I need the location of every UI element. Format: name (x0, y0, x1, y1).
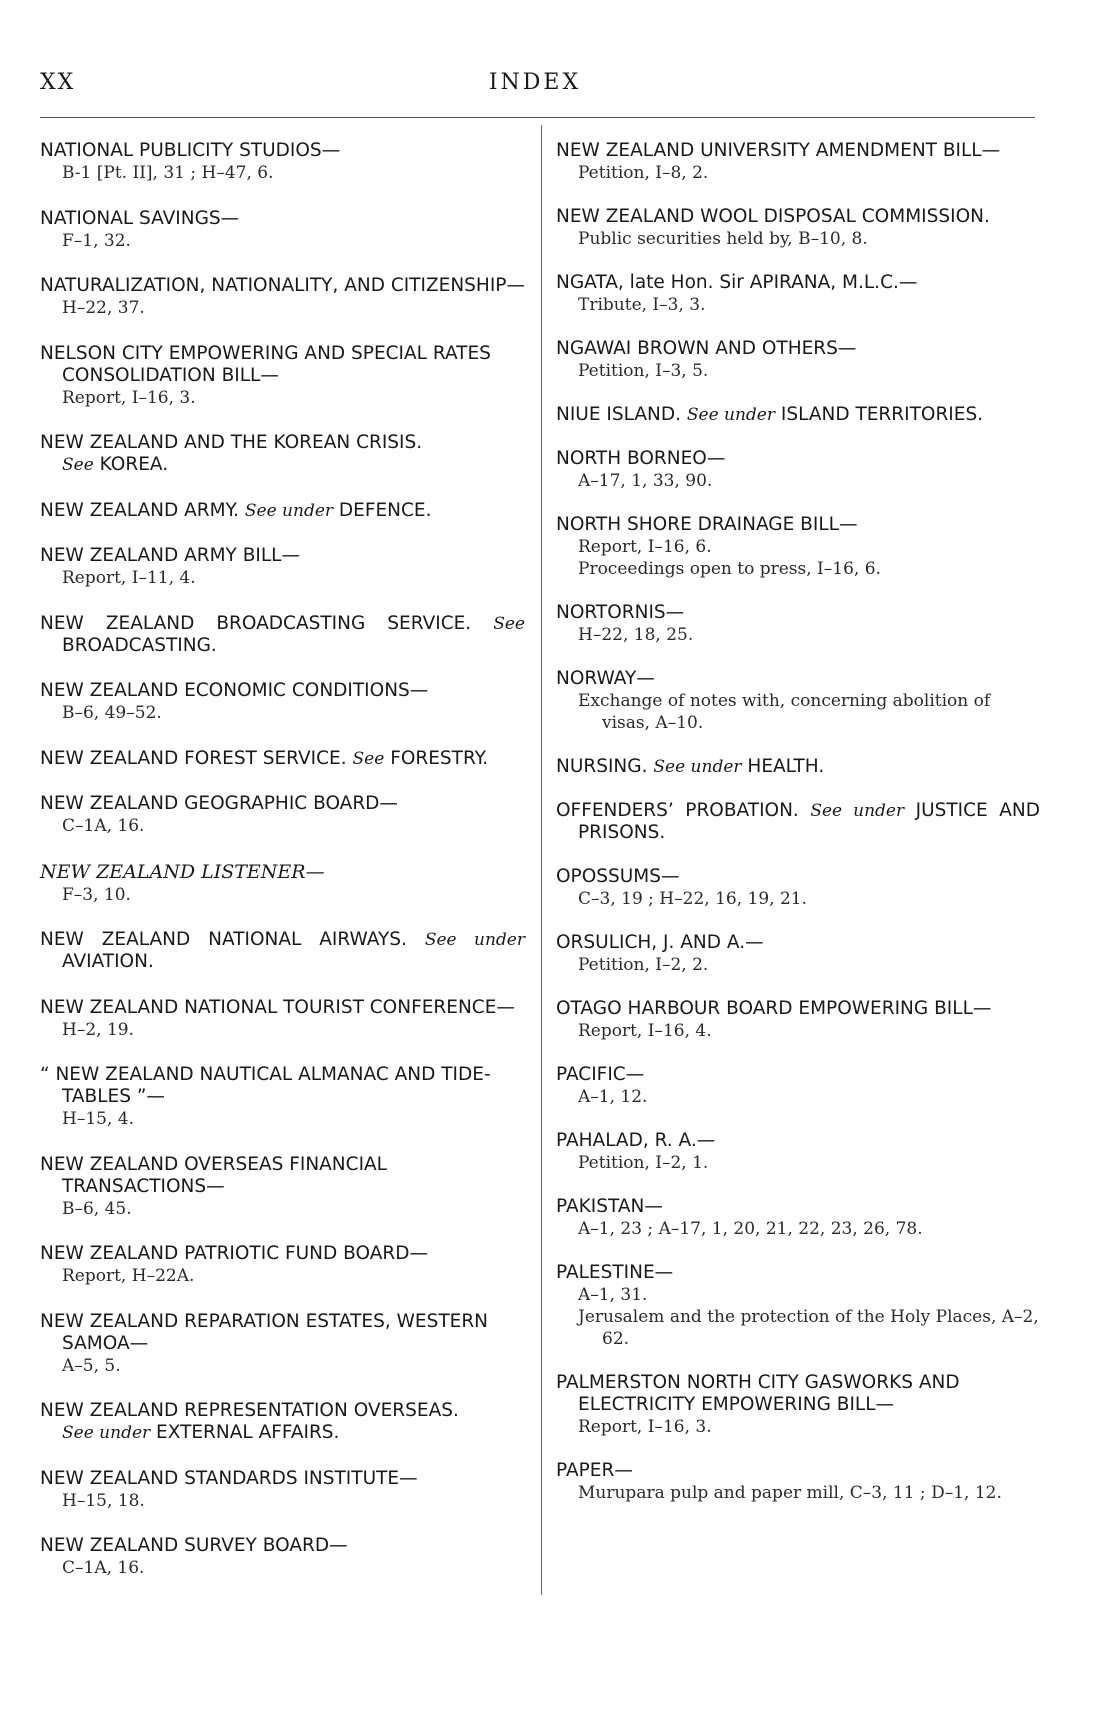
index-heading-text: OFFENDERS’ PROBATION. (556, 800, 799, 821)
index-entry (556, 140, 1040, 184)
index-subentry: Public securities held by, B–10, 8. (578, 229, 868, 249)
index-heading (40, 275, 525, 297)
index-entry (40, 997, 525, 1041)
index-subentry: H–15, 18. (62, 1490, 145, 1511)
index-heading-text: NORTORNIS— (556, 602, 685, 623)
index-subentry: F–3, 10. (62, 884, 131, 905)
index-entry (556, 448, 1040, 492)
index-heading (40, 680, 525, 702)
index-heading-text: NEW ZEALAND PATRIOTIC FUND BOARD— (40, 1243, 428, 1264)
index-entry (556, 1372, 1040, 1438)
index-subentry: Petition, I–3, 5. (578, 361, 709, 381)
index-heading-text: NEW ZEALAND FOREST SERVICE. (40, 747, 347, 769)
index-heading (556, 514, 1040, 536)
index-heading-text: NIUE ISLAND. (556, 404, 681, 425)
index-heading-text: NORTH BORNEO— (556, 448, 726, 469)
index-entry (40, 613, 525, 657)
index-subentry: A–5, 5. (62, 1355, 121, 1376)
index-heading (40, 748, 525, 770)
index-heading-text: NEW ZEALAND LISTENER— (40, 860, 325, 883)
index-heading (556, 338, 1040, 360)
index-heading-text: OPOSSUMS— (556, 866, 680, 887)
index-subentry: B–6, 49–52. (62, 703, 162, 723)
index-heading (556, 866, 1040, 888)
index-entry (40, 1400, 525, 1444)
index-heading (556, 932, 1040, 954)
index-heading-text: NEW ZEALAND BROADCASTING SERVICE. (40, 612, 472, 634)
index-entry (556, 1196, 1040, 1240)
index-heading-text: NEW ZEALAND NATIONAL TOURIST CONFERENCE— (40, 996, 515, 1018)
index-entry (556, 800, 1040, 844)
index-entry (40, 1243, 525, 1287)
index-subentry: A–1, 23 ; A–17, 1, 20, 21, 22, 23, 26, 78. (578, 1219, 923, 1239)
index-entry (40, 432, 525, 476)
index-heading (40, 545, 525, 567)
index-heading-text: NEW ZEALAND REPRESENTATION OVERSEAS. (40, 1400, 459, 1421)
index-entry (40, 748, 525, 770)
index-heading-text: NATIONAL PUBLICITY STUDIOS— (40, 140, 341, 161)
see-reference-label: See under (686, 405, 775, 425)
page-header (40, 70, 1030, 100)
index-heading-text: NEW ZEALAND NATIONAL AIRWAYS. (40, 929, 407, 950)
page-number: XX (40, 70, 76, 95)
see-reference-target: KOREA. (99, 454, 169, 475)
index-heading-text: NEW ZEALAND STANDARDS INSTITUTE— (40, 1467, 418, 1489)
index-entry (556, 1262, 1040, 1350)
index-heading-text: PALMERSTON NORTH CITY GASWORKS AND ELECTRICITY EMPOWERING BILL— (556, 1372, 960, 1415)
index-heading-text: NEW ZEALAND SURVEY BOARD— (40, 1535, 348, 1556)
index-entry (556, 998, 1040, 1042)
index-heading-text: PACIFIC— (556, 1064, 645, 1085)
index-heading (556, 602, 1040, 624)
index-entry (40, 680, 525, 724)
index-entry (556, 206, 1040, 250)
index-entry (556, 668, 1040, 734)
index-heading-text: “ NEW ZEALAND NAUTICAL ALMANAC AND TIDE-TABLES ”— (40, 1064, 491, 1107)
index-entry (556, 1460, 1040, 1504)
index-heading-text: NORTH SHORE DRAINAGE BILL— (556, 514, 858, 535)
index-heading (40, 997, 525, 1019)
index-entry (40, 1064, 525, 1130)
see-reference-target: BROADCASTING. (62, 634, 217, 656)
see-reference-target: FORESTRY. (390, 747, 489, 769)
index-heading-text: PAKISTAN— (556, 1196, 663, 1217)
index-subentry: F–1, 32. (62, 230, 131, 251)
index-subentry: Report, H–22A. (62, 1266, 195, 1286)
index-subentry: C–1A, 16. (62, 1558, 145, 1578)
index-heading-text: NEW ZEALAND OVERSEAS FINANCIAL TRANSACTIONS— (40, 1153, 387, 1197)
index-entry (40, 1311, 525, 1377)
index-heading (40, 500, 525, 522)
index-entry (556, 932, 1040, 976)
index-heading (40, 208, 525, 230)
index-heading-text: OTAGO HARBOUR BOARD EMPOWERING BILL— (556, 998, 992, 1019)
see-reference-label: See under (810, 801, 905, 821)
index-heading (556, 1460, 1040, 1482)
index-subentry: C–1A, 16. (62, 816, 145, 836)
see-reference-target: ISLAND TERRITORIES. (780, 404, 984, 425)
index-heading (556, 1130, 1040, 1152)
index-entry (40, 500, 525, 522)
index-heading (40, 432, 525, 476)
index-subentry: Report, I–16, 6. (578, 537, 712, 557)
index-entry (40, 275, 525, 319)
index-heading (40, 1064, 525, 1108)
index-entry (40, 861, 525, 906)
index-heading (556, 1372, 1040, 1416)
index-heading (556, 1196, 1040, 1218)
left-column (40, 140, 525, 1603)
index-subentry: Report, I–16, 3. (62, 387, 196, 408)
index-subentry: H–15, 4. (62, 1109, 134, 1129)
index-entry (40, 1468, 525, 1512)
index-subentry: Report, I–16, 3. (578, 1417, 712, 1437)
index-heading-text: NEW ZEALAND UNIVERSITY AMENDMENT BILL— (556, 140, 1001, 161)
see-reference-target: HEALTH. (747, 756, 825, 777)
index-heading (556, 756, 1040, 778)
index-subentry: Jerusalem and the protection of the Holy Places, A–2, 62. (578, 1307, 1039, 1349)
index-subentry: Petition, I–8, 2. (578, 163, 709, 183)
index-heading (556, 206, 1040, 228)
index-heading (556, 1064, 1040, 1086)
index-heading (556, 800, 1040, 844)
see-reference-target: AVIATION. (62, 951, 154, 972)
index-entry (556, 602, 1040, 646)
index-heading (556, 140, 1040, 162)
index-heading (40, 1468, 525, 1490)
index-heading-text: PAPER— (556, 1460, 633, 1481)
index-subentry: Petition, I–2, 1. (578, 1153, 709, 1173)
index-entry (556, 272, 1040, 316)
index-subentry: H–2, 19. (62, 1019, 134, 1040)
index-entry (40, 343, 525, 409)
see-reference-label: See (352, 748, 385, 769)
index-heading-text: NGATA, late Hon. Sir APIRANA, M.L.C.— (556, 272, 918, 293)
index-heading (556, 668, 1040, 690)
index-subentry: A–1, 12. (578, 1087, 648, 1107)
index-heading (40, 1243, 525, 1265)
index-entry (40, 208, 525, 252)
index-entry (40, 1154, 525, 1220)
index-heading-text: NEW ZEALAND ARMY BILL— (40, 545, 300, 566)
index-entry (556, 1064, 1040, 1108)
index-heading (40, 343, 525, 387)
index-subentry: Petition, I–2, 2. (578, 955, 709, 975)
see-reference-target: DEFENCE. (338, 499, 432, 521)
index-heading (40, 1535, 525, 1557)
index-heading-text: NATIONAL SAVINGS— (40, 207, 240, 229)
index-heading-text: NEW ZEALAND REPARATION ESTATES, WESTERN SAMOA— (40, 1310, 489, 1354)
index-heading (40, 140, 525, 162)
index-subentry: H–22, 37. (62, 298, 145, 318)
index-entry (40, 1535, 525, 1579)
page-title: INDEX (488, 70, 582, 95)
header-rule (40, 117, 1035, 118)
index-heading (556, 272, 1040, 294)
right-column (556, 140, 1040, 1526)
index-subentry: Murupara pulp and paper mill, C–3, 11 ; D–1, 12. (578, 1483, 1002, 1503)
index-heading-text: NURSING. (556, 756, 648, 777)
index-heading (556, 404, 1040, 426)
index-heading-text: NEW ZEALAND AND THE KOREAN CRISIS. (40, 432, 423, 453)
index-heading-text: NEW ZEALAND WOOL DISPOSAL COMMISSION. (556, 206, 990, 227)
index-subentry: Report, I–11, 4. (62, 568, 196, 588)
index-heading-text: NEW ZEALAND ECONOMIC CONDITIONS— (40, 680, 429, 701)
index-entry (556, 866, 1040, 910)
index-entry (40, 929, 525, 973)
column-divider (541, 125, 542, 1595)
index-heading-text: ORSULICH, J. AND A.— (556, 932, 764, 953)
see-reference-target: EXTERNAL AFFAIRS. (156, 1422, 340, 1443)
index-subentry: B–6, 45. (62, 1198, 132, 1219)
index-heading-text: NORWAY— (556, 668, 655, 689)
index-subentry: A–17, 1, 33, 90. (578, 471, 713, 491)
index-heading (40, 793, 525, 815)
index-heading-text: NEW ZEALAND GEOGRAPHIC BOARD— (40, 793, 398, 814)
index-entry (40, 545, 525, 589)
index-entry (40, 140, 525, 184)
index-entry (556, 1130, 1040, 1174)
index-heading-text: PAHALAD, R. A.— (556, 1130, 716, 1151)
see-reference-label: See under (653, 757, 742, 777)
see-reference-target: JUSTICE AND PRISONS. (578, 800, 1040, 843)
see-reference-label: See under (244, 500, 334, 521)
index-subentry: A–1, 31. (578, 1285, 648, 1305)
see-reference-label: See under (424, 930, 525, 950)
index-subentry: Proceedings open to press, I–16, 6. (578, 559, 881, 579)
index-entry (40, 793, 525, 837)
index-heading-text: NGAWAI BROWN AND OTHERS— (556, 338, 857, 359)
index-heading-text: NATURALIZATION, NATIONALITY, AND CITIZENSHIP— (40, 275, 525, 296)
index-heading (40, 861, 525, 884)
index-entry (556, 404, 1040, 426)
index-heading (556, 998, 1040, 1020)
index-heading-text: PALESTINE— (556, 1262, 674, 1283)
index-subentry: C–3, 19 ; H–22, 16, 19, 21. (578, 889, 807, 909)
index-entry (556, 338, 1040, 382)
index-heading (556, 1262, 1040, 1284)
index-heading (40, 1400, 525, 1444)
index-subentry: Tribute, I–3, 3. (578, 295, 706, 315)
index-heading-text: NEW ZEALAND ARMY. (40, 499, 239, 521)
index-subentry: Exchange of notes with, concerning abolition of visas, A–10. (578, 691, 991, 733)
index-heading (556, 448, 1040, 470)
index-heading-text: NELSON CITY EMPOWERING AND SPECIAL RATES CONSOLIDATION BILL— (40, 342, 491, 386)
see-reference-label: See under (62, 1423, 151, 1443)
index-heading (40, 929, 525, 973)
index-subentry: B-1 [Pt. II], 31 ; H–47, 6. (62, 163, 274, 183)
index-subentry: H–22, 18, 25. (578, 625, 694, 645)
index-heading (40, 1154, 525, 1198)
see-reference-label: See (62, 455, 94, 475)
index-entry (556, 756, 1040, 778)
index-entry (556, 514, 1040, 580)
see-reference-label: See (493, 613, 525, 634)
index-heading (40, 613, 525, 657)
index-heading (40, 1311, 525, 1355)
index-subentry: Report, I–16, 4. (578, 1021, 712, 1041)
